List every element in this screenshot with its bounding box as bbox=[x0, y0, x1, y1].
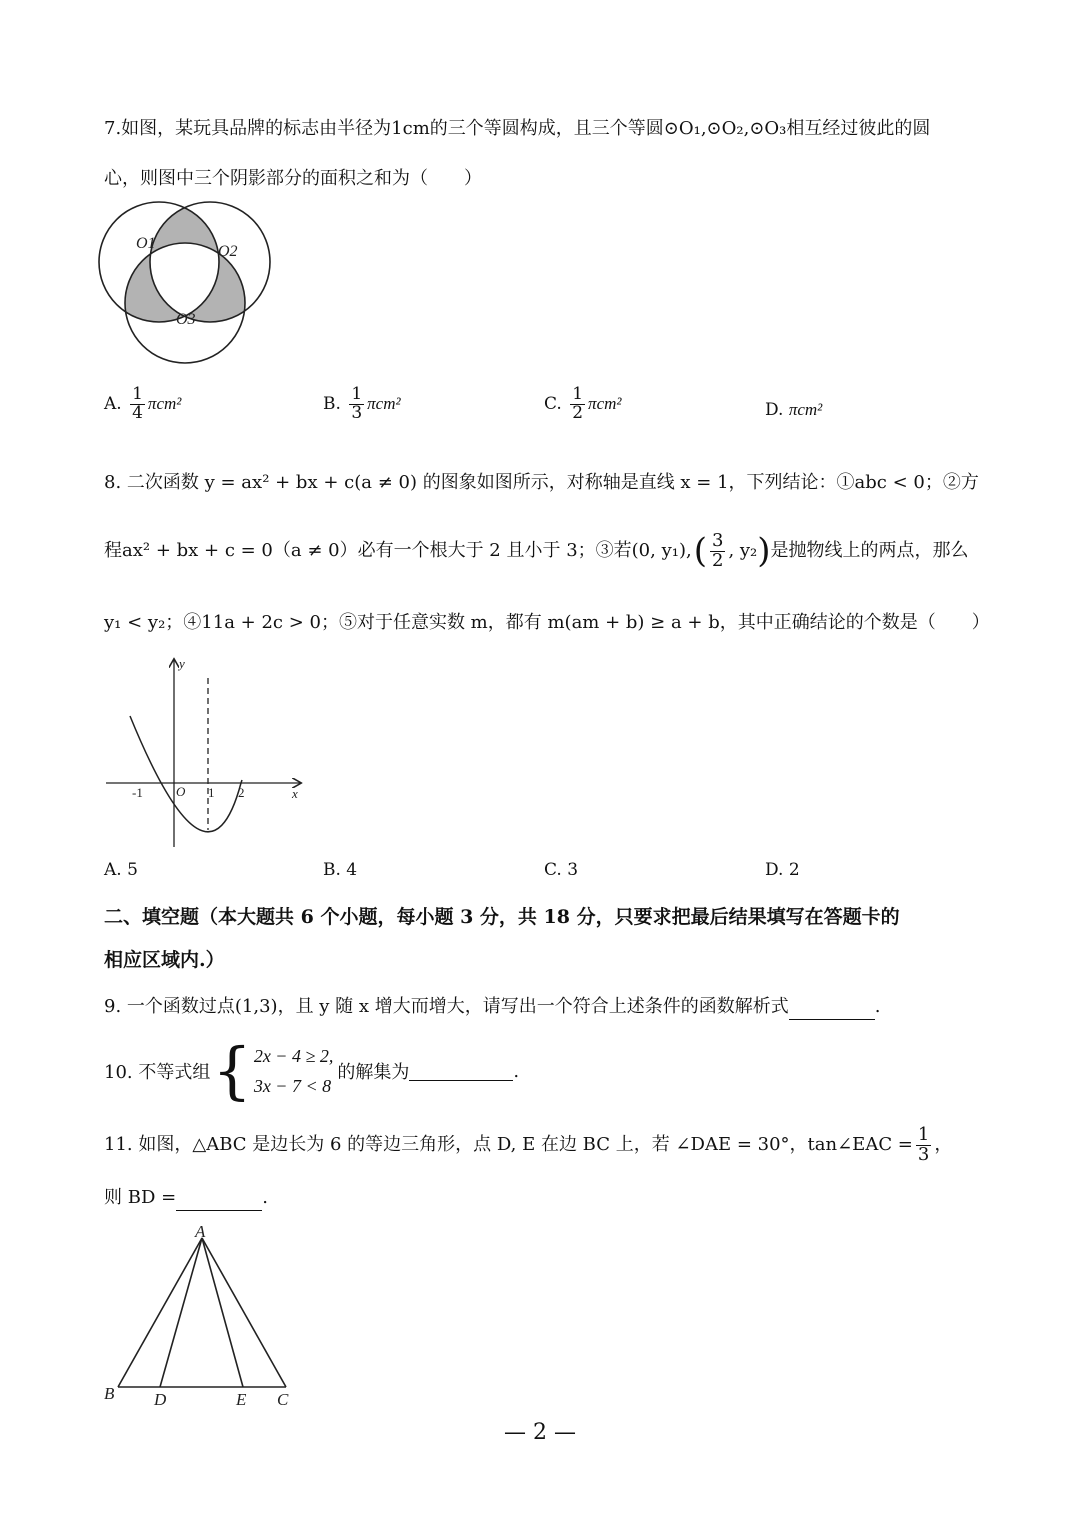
q7-option-b[interactable]: B. $\frac{1}{3}$ πcm² bbox=[323, 384, 401, 423]
q11-line1: 11. 如图，△ABC 是边长为 6 的等边三角形，点 D, E 在边 BC 上，若 ∠DAE = 30°，tan∠EAC = $\frac{1}{3}$ ， bbox=[104, 1124, 953, 1165]
tick-neg1: -1 bbox=[132, 785, 143, 800]
side-ab bbox=[118, 1238, 202, 1387]
q10-line: 10. 不等式组 { 2x − 4 ≥ 2, 3x − 7 < 8 的解集为 . bbox=[104, 1034, 520, 1107]
paren-left: ( bbox=[693, 531, 707, 572]
answer-blank[interactable] bbox=[409, 1062, 513, 1081]
q7-venn-figure bbox=[96, 198, 276, 370]
label-a: A bbox=[195, 1222, 206, 1241]
option-letter: C. bbox=[544, 393, 562, 414]
q8-option-c[interactable]: C. 3 bbox=[544, 860, 579, 880]
q7-line2: 心，则图中三个阴影部分的面积之和为（ ） bbox=[104, 168, 482, 189]
label-e: E bbox=[236, 1390, 247, 1409]
q8-line1: 8. 二次函数 y = ax² + bx + c(a ≠ 0) 的图象如图所示，对称轴是直线 x = 1，下列结论：①abc < 0；②方 bbox=[104, 472, 979, 493]
fraction: $\frac{1}{3}$ bbox=[351, 384, 363, 423]
section-heading-line1: 二、填空题（本大题共 6 个小题，每小题 3 分，共 18 分，只要求把最后结果填写在答题卡的 bbox=[104, 906, 900, 928]
fraction: $\frac{1}{4}$ bbox=[132, 384, 143, 423]
answer-blank[interactable] bbox=[789, 1001, 875, 1020]
paren-right: ) bbox=[757, 531, 771, 572]
label-b: B bbox=[104, 1384, 115, 1403]
option-letter: D. bbox=[765, 400, 784, 420]
q8-option-d[interactable]: D. 2 bbox=[765, 860, 800, 880]
segment-ae bbox=[202, 1238, 243, 1387]
q7-line1: 7.如图，某玩具品牌的标志由半径为1cm的三个等圆构成，且三个等圆⊙O₁,⊙O₂,⊙O₃相互经过彼此的圆 bbox=[104, 118, 931, 139]
q11-triangle-figure bbox=[100, 1222, 300, 1414]
y-label: y bbox=[179, 656, 185, 671]
q8-option-a[interactable]: A. 5 bbox=[104, 860, 138, 880]
brace-left: { bbox=[212, 1034, 252, 1107]
section-heading-line2: 相应区域内.） bbox=[104, 949, 225, 971]
q9-line: 9. 一个函数过点(1,3)，且 y 随 x 增大而增大，请写出一个符合上述条件的函数解析式 . bbox=[104, 994, 881, 1020]
label-d: D bbox=[154, 1390, 167, 1409]
q7-option-c[interactable]: C. $\frac{1}{2}$ πcm² bbox=[544, 384, 622, 423]
label-o3: O3 bbox=[176, 311, 196, 328]
fraction: $\frac{3}{2}$ bbox=[711, 530, 724, 571]
fraction: $\frac{1}{3}$ bbox=[917, 1124, 930, 1165]
q8-line3: y₁ < y₂；④11a + 2c > 0；⑤对于任意实数 m，都有 m(am + b) ≥ a + b，其中正确结论的个数是（ ） bbox=[104, 612, 990, 633]
q7-option-a[interactable]: A. $\frac{1}{4}$ πcm² bbox=[104, 384, 182, 423]
parabola-curve bbox=[130, 716, 242, 832]
tick-2: 2 bbox=[238, 785, 245, 800]
option-letter: A. bbox=[104, 393, 122, 414]
option-letter: B. bbox=[323, 393, 341, 414]
q8-line2: 程ax² + bx + c = 0（a ≠ 0）必有一个根大于 2 且小于 3；③若(0, y₁), ( $\frac{3}{2}$ , y₂ ) 是抛物线上的两点，那么 bbox=[104, 530, 969, 572]
segment-ad bbox=[160, 1238, 202, 1387]
page-number: — 2 — bbox=[504, 1420, 576, 1445]
inequality-system: 2x − 4 ≥ 2, 3x − 7 < 8 bbox=[253, 1046, 334, 1096]
q11-line2: 则 BD = . bbox=[104, 1185, 268, 1211]
side-ac bbox=[202, 1238, 286, 1387]
q8-option-b[interactable]: B. 4 bbox=[323, 860, 358, 880]
answer-blank[interactable] bbox=[176, 1192, 262, 1211]
fraction: $\frac{1}{2}$ bbox=[572, 384, 584, 423]
q8-parabola-graph bbox=[100, 652, 310, 852]
q7-option-d[interactable]: D. πcm² bbox=[765, 400, 823, 420]
origin-label: O bbox=[176, 784, 186, 799]
label-c: C bbox=[277, 1390, 289, 1409]
tick-1: 1 bbox=[208, 785, 215, 800]
label-o1: O1 bbox=[136, 235, 156, 252]
label-o2: O2 bbox=[218, 243, 238, 260]
x-label: x bbox=[292, 786, 298, 801]
